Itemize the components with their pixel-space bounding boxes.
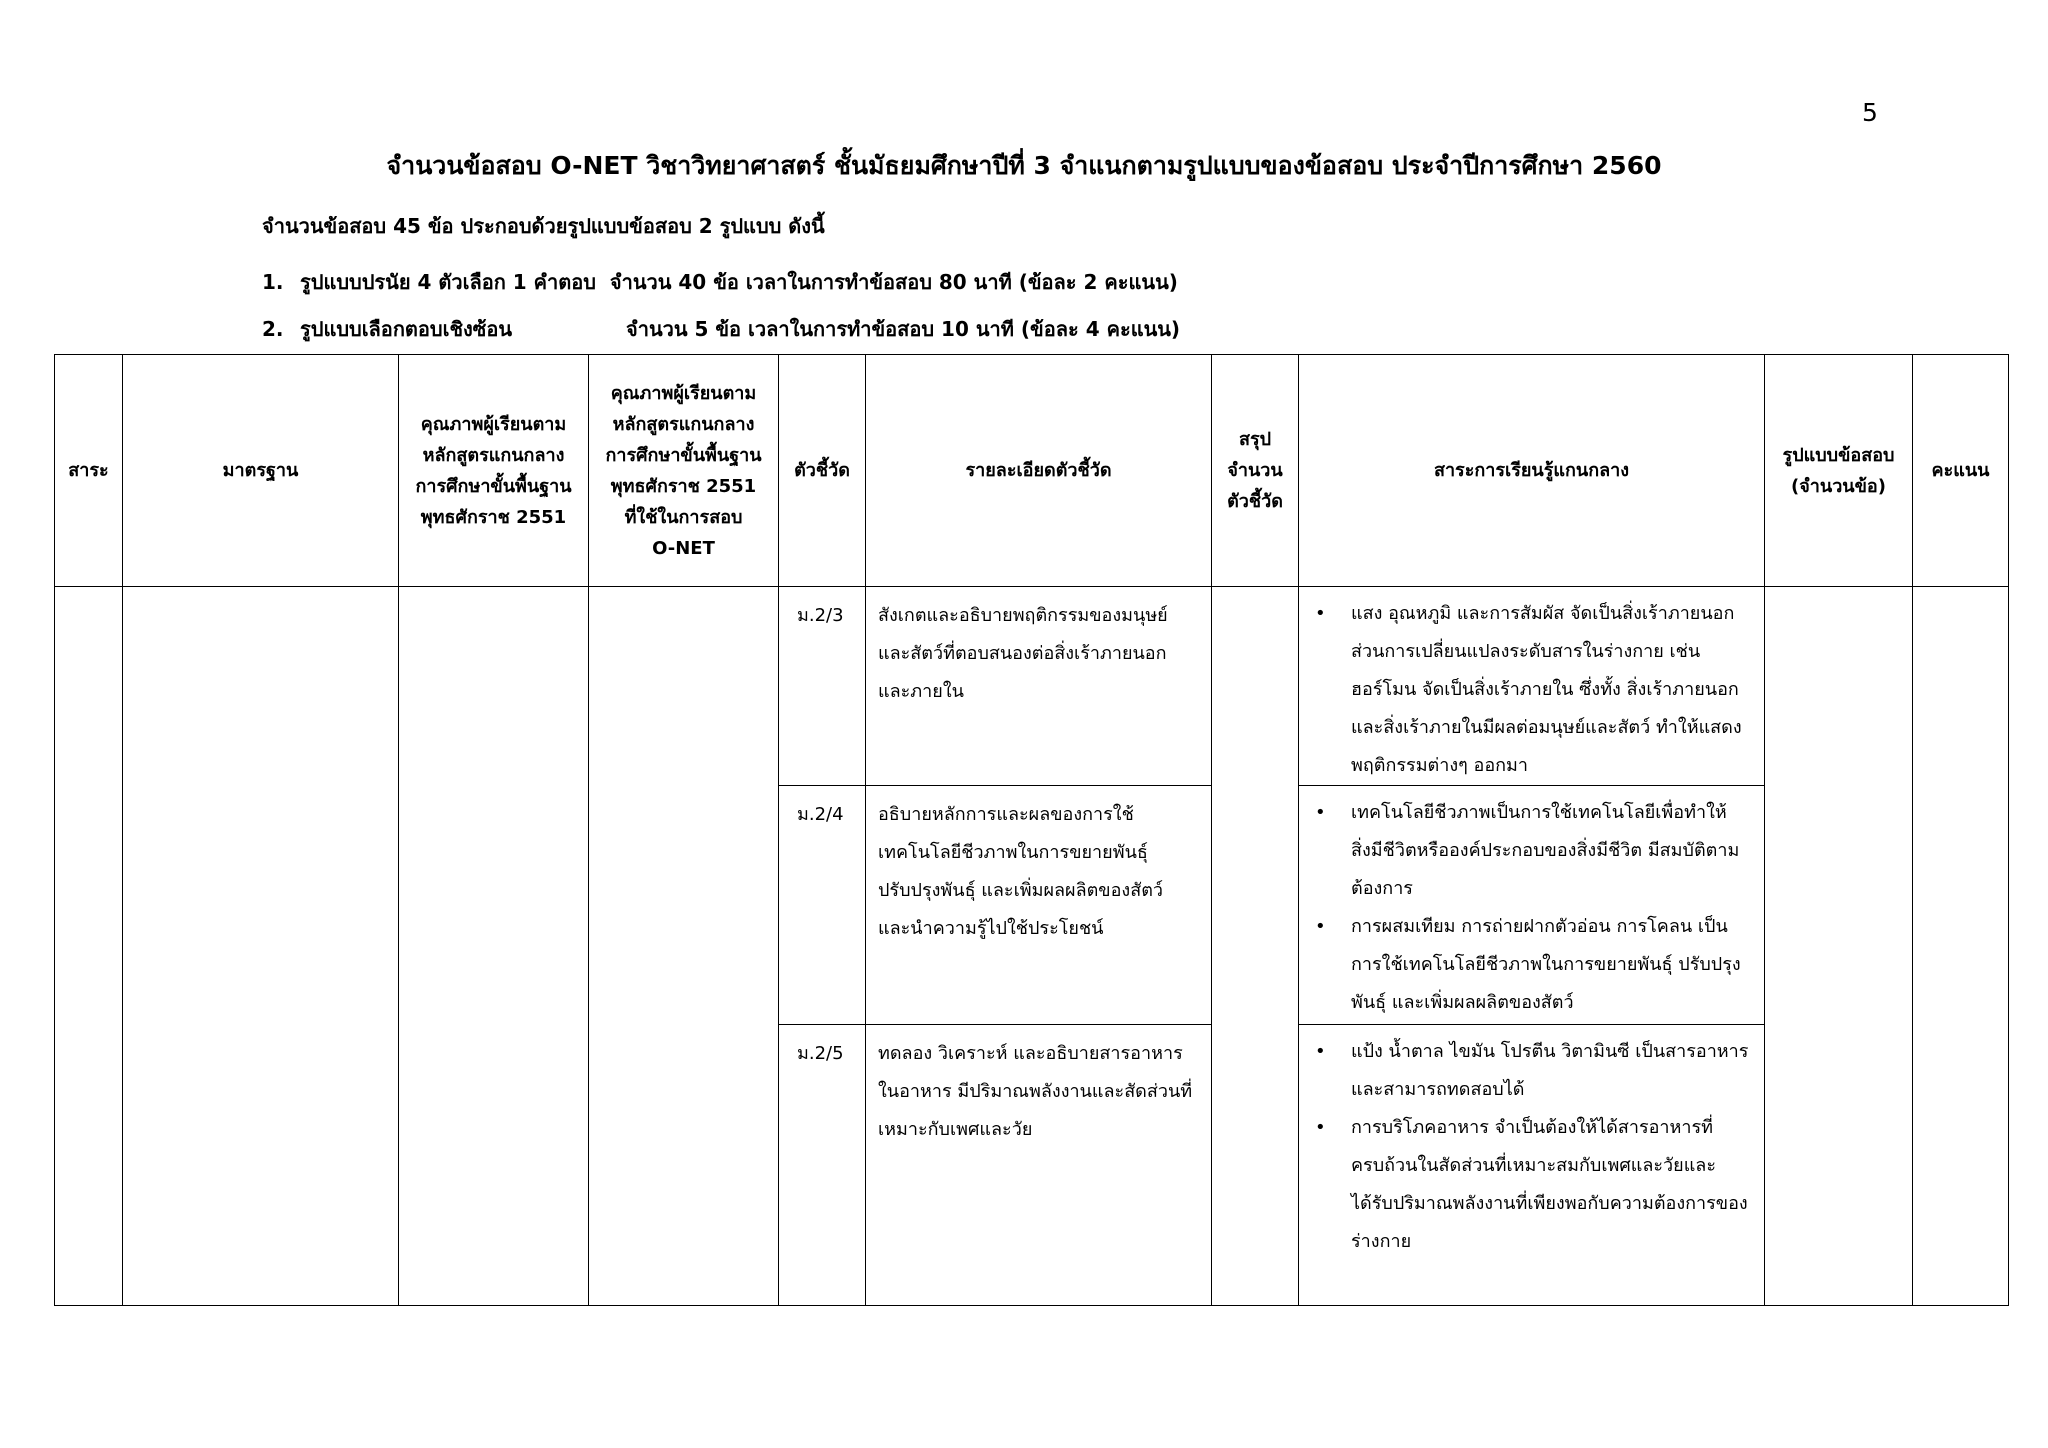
indicator-table bbox=[54, 354, 2009, 1306]
format-number: 1. bbox=[262, 270, 284, 294]
format-description: รูปแบบปรนัย 4 ตัวเลือก 1 คำตอบ bbox=[300, 270, 596, 294]
cell-score bbox=[1913, 587, 2009, 1306]
intro-text: จำนวนข้อสอบ 45 ข้อ ประกอบด้วยรูปแบบข้อสอบ 2 รูปแบบ ดังนี้ bbox=[262, 214, 825, 238]
list-item: • เทคโนโลยีชีวภาพเป็นการใช้เทคโนโลยีเพื่อทำให้ สิ่งมีชีวิตหรือองค์ประกอบของสิ่งมีชีวิต มีสมบัติตาม ต้องการ bbox=[1299, 794, 1750, 908]
list-item: • การผสมเทียม การถ่ายฝากตัวอ่อน การโคลน เป็น การใช้เทคโนโลยีชีวภาพในการขยายพันธุ์ ปรับปรุง พันธุ์ และเพิ่มผลผลิตของสัตว์ bbox=[1299, 908, 1750, 1022]
format-item-2 bbox=[262, 313, 1180, 345]
cell-core-content bbox=[1299, 1025, 1765, 1306]
cell-learner-quality bbox=[399, 587, 589, 1306]
format-detail: จำนวน 5 ข้อ เวลาในการทำข้อสอบ 10 นาที (ข้อละ 4 คะแนน) bbox=[626, 317, 1181, 341]
table-header-row bbox=[55, 355, 2009, 587]
header-test-format: รูปแบบข้อสอบ (จำนวนข้อ) bbox=[1765, 355, 1913, 587]
cell-core-content bbox=[1299, 587, 1765, 786]
cell-indicator-code: ม.2/5 bbox=[779, 1025, 866, 1306]
list-item: • แสง อุณหภูมิ และการสัมผัส จัดเป็นสิ่งเร้าภายนอก ส่วนการเปลี่ยนแปลงระดับสารในร่างกาย เช่น ฮอร์โมน จัดเป็นสิ่งเร้าภายใน ซึ่งทั้ง สิ่งเร้าภายนอก และสิ่งเร้าภายในมีผลต่อมนุษย์และสัตว์ ทำให้แสดง พฤติกรรมต่างๆ ออกมา bbox=[1299, 595, 1750, 785]
header-indicator: ตัวชี้วัด bbox=[779, 355, 866, 587]
header-indicator-detail: รายละเอียดตัวชี้วัด bbox=[866, 355, 1212, 587]
cell-indicator-code: ม.2/4 bbox=[779, 786, 866, 1025]
header-core-content: สาระการเรียนรู้แกนกลาง bbox=[1299, 355, 1765, 587]
cell-indicator-detail: อธิบายหลักการและผลของการใช้ เทคโนโลยีชีวภาพในการขยายพันธุ์ ปรับปรุงพันธุ์ และเพิ่มผลผลิตของสัตว์ และนำความรู้ไปใช้ประโยชน์ bbox=[866, 786, 1212, 1025]
cell-indicator-summary bbox=[1212, 587, 1299, 1306]
cell-indicator-code: ม.2/3 bbox=[779, 587, 866, 786]
list-item: • แป้ง น้ำตาล ไขมัน โปรตีน วิตามินซี เป็นสารอาหาร และสามารถทดสอบได้ bbox=[1299, 1033, 1750, 1109]
format-description: รูปแบบเลือกตอบเชิงซ้อน bbox=[300, 317, 513, 341]
cell-indicator-detail: ทดลอง วิเคราะห์ และอธิบายสารอาหาร ในอาหาร มีปริมาณพลังงานและสัดส่วนที่ เหมาะกับเพศและวัย bbox=[866, 1025, 1212, 1306]
list-item: • การบริโภคอาหาร จำเป็นต้องให้ได้สารอาหารที่ ครบถ้วนในสัดส่วนที่เหมาะสมกับเพศและวัยและ ได้รับปริมาณพลังงานที่เพียงพอกับความต้องการของ ร่างกาย bbox=[1299, 1109, 1750, 1261]
page-number: 5 bbox=[1862, 98, 1878, 127]
cell-indicator-detail: สังเกตและอธิบายพฤติกรรมของมนุษย์ และสัตว์ที่ตอบสนองต่อสิ่งเร้าภายนอก และภายใน bbox=[866, 587, 1212, 786]
format-number: 2. bbox=[262, 317, 284, 341]
header-standard: มาตรฐาน bbox=[123, 355, 399, 587]
page-title: จำนวนข้อสอบ O-NET วิชาวิทยาศาสตร์ ชั้นมัธยมศึกษาปีที่ 3 จำแนกตามรูปแบบของข้อสอบ ประจำปีการศึกษา 2560 bbox=[386, 151, 1662, 180]
header-subject: สาระ bbox=[55, 355, 123, 587]
cell-subject bbox=[55, 587, 123, 1306]
cell-learner-quality-onet bbox=[589, 587, 779, 1306]
header-learner-quality-onet: คุณภาพผู้เรียนตาม หลักสูตรแกนกลาง การศึกษาขั้นพื้นฐาน พุทธศักราช 2551 ที่ใช้ในการสอบ O-NET bbox=[589, 355, 779, 587]
cell-core-content bbox=[1299, 786, 1765, 1025]
format-detail: จำนวน 40 ข้อ เวลาในการทำข้อสอบ 80 นาที (ข้อละ 2 คะแนน) bbox=[609, 270, 1178, 294]
cell-standard bbox=[123, 587, 399, 1306]
header-learner-quality: คุณภาพผู้เรียนตาม หลักสูตรแกนกลาง การศึกษาขั้นพื้นฐาน พุทธศักราช 2551 bbox=[399, 355, 589, 587]
cell-test-format bbox=[1765, 587, 1913, 1306]
header-indicator-summary: สรุป จำนวน ตัวชี้วัด bbox=[1212, 355, 1299, 587]
header-score: คะแนน bbox=[1913, 355, 2009, 587]
table-row bbox=[55, 587, 2009, 786]
format-item-1 bbox=[262, 266, 1178, 298]
